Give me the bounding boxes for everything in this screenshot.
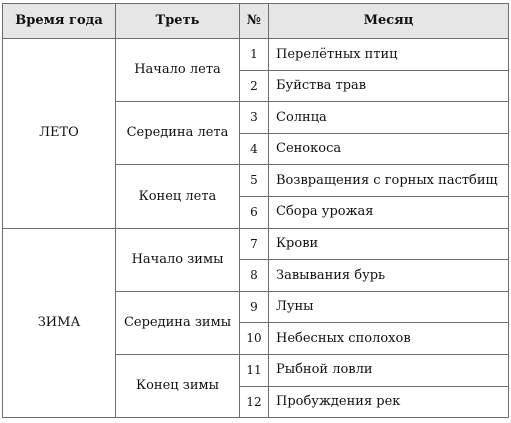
season-cell-winter: ЗИМА (3, 228, 116, 418)
month-name: Крови (269, 228, 509, 260)
table-row (3, 39, 509, 71)
month-name: Возвращения с горных пастбищ (269, 165, 509, 197)
third-cell: Середина лета (116, 102, 240, 165)
third-cell: Конец лета (116, 165, 240, 228)
month-number: 2 (240, 70, 269, 102)
month-number: 4 (240, 133, 269, 165)
third-cell: Конец зимы (116, 354, 240, 417)
header-num: № (240, 4, 269, 39)
third-cell: Начало лета (116, 39, 240, 102)
month-name: Завывания бурь (269, 260, 509, 292)
month-name: Луны (269, 291, 509, 323)
month-name: Сенокоса (269, 133, 509, 165)
month-name: Пробуждения рек (269, 386, 509, 418)
header-month: Месяц (269, 4, 509, 39)
season-cell-summer: ЛЕТО (3, 39, 116, 229)
month-name: Буйства трав (269, 70, 509, 102)
third-cell: Середина зимы (116, 291, 240, 354)
table-row (3, 228, 509, 260)
month-name: Небесных сполохов (269, 323, 509, 355)
month-name: Солнца (269, 102, 509, 134)
month-number: 9 (240, 291, 269, 323)
month-number: 6 (240, 196, 269, 228)
month-number: 11 (240, 354, 269, 386)
month-name: Перелётных птиц (269, 39, 509, 71)
month-number: 12 (240, 386, 269, 418)
month-number: 3 (240, 102, 269, 134)
header-row (3, 4, 509, 39)
calendar-table (2, 3, 509, 418)
month-number: 10 (240, 323, 269, 355)
header-third: Треть (116, 4, 240, 39)
month-number: 8 (240, 260, 269, 292)
month-name: Сбора урожая (269, 196, 509, 228)
month-number: 7 (240, 228, 269, 260)
month-name: Рыбной ловли (269, 354, 509, 386)
month-number: 1 (240, 39, 269, 71)
month-number: 5 (240, 165, 269, 197)
third-cell: Начало зимы (116, 228, 240, 291)
calendar-table-container (2, 3, 508, 417)
header-season: Время года (3, 4, 116, 39)
